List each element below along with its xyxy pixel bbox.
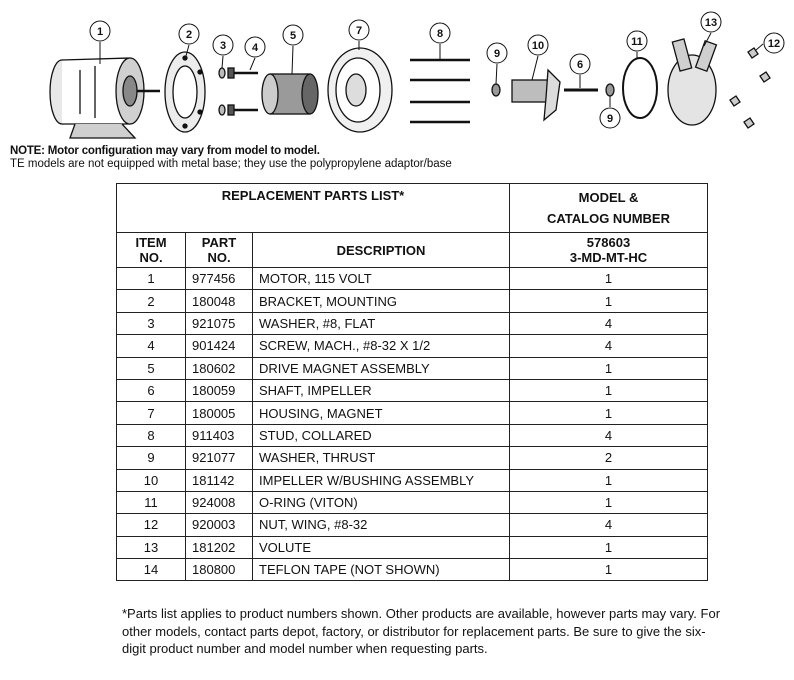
- callout-5: 5: [289, 30, 297, 42]
- table-title-row: [117, 184, 708, 233]
- model-number: 578603: [586, 235, 631, 250]
- table-row: [117, 447, 708, 469]
- description-cell: WASHER, THRUST: [253, 447, 510, 469]
- part-header-line2: NO.: [207, 250, 231, 265]
- quantity-cell: 1: [510, 559, 708, 581]
- description-cell: TEFLON TAPE (NOT SHOWN): [253, 559, 510, 581]
- washers-screws-drawing: [219, 68, 258, 115]
- callout-3: 3: [219, 40, 227, 52]
- part-no-cell: 924008: [186, 491, 253, 513]
- te-models-note: TE models are not equipped with metal base; they use the polypropylene adaptor/base: [10, 158, 452, 170]
- quantity-cell: 4: [510, 424, 708, 446]
- callout-8: 8: [436, 28, 444, 40]
- item-no-cell: 9: [117, 447, 186, 469]
- part-no-cell: 920003: [186, 514, 253, 536]
- quantity-cell: 4: [510, 335, 708, 357]
- description-cell: SCREW, MACH., #8-32 X 1/2: [253, 335, 510, 357]
- studs-drawing: [410, 60, 470, 122]
- callout-11: 11: [631, 36, 643, 48]
- item-header-line1: ITEM: [135, 235, 167, 250]
- quantity-cell: 1: [510, 469, 708, 491]
- part-no-cell: 180005: [186, 402, 253, 424]
- replacement-parts-table: [116, 183, 708, 581]
- part-no-cell: 180800: [186, 559, 253, 581]
- part-no-cell: 911403: [186, 424, 253, 446]
- quantity-cell: 4: [510, 514, 708, 536]
- callout-4: 4: [251, 42, 259, 54]
- part-header-line1: PART: [201, 235, 237, 250]
- quantity-cell: 2: [510, 447, 708, 469]
- description-cell: STUD, COLLARED: [253, 424, 510, 446]
- description-cell: DRIVE MAGNET ASSEMBLY: [253, 357, 510, 379]
- table-row: [117, 491, 708, 513]
- table-row: [117, 402, 708, 424]
- exploded-parts-diagram: [0, 0, 794, 145]
- part-no-cell: 181202: [186, 536, 253, 558]
- callout-10: 10: [531, 40, 545, 52]
- thrust-washer-2-drawing: [606, 84, 614, 96]
- table-row: [117, 379, 708, 401]
- callout-9b: 9: [606, 113, 614, 125]
- description-cell: WASHER, #8, FLAT: [253, 312, 510, 334]
- motor-configuration-note: NOTE: Motor configuration may vary from model to model.: [10, 145, 320, 157]
- quantity-cell: 1: [510, 402, 708, 424]
- item-no-cell: 14: [117, 559, 186, 581]
- quantity-cell: 1: [510, 268, 708, 290]
- parts-table-body: [117, 268, 708, 581]
- quantity-cell: 1: [510, 491, 708, 513]
- part-no-cell: 977456: [186, 268, 253, 290]
- part-no-cell: 180059: [186, 379, 253, 401]
- callout-9: 9: [493, 48, 501, 60]
- table-row: [117, 290, 708, 312]
- item-no-cell: 4: [117, 335, 186, 357]
- item-no-cell: 7: [117, 402, 186, 424]
- item-no-header: [117, 233, 186, 268]
- part-no-cell: 180602: [186, 357, 253, 379]
- quantity-cell: 4: [510, 312, 708, 334]
- o-ring-drawing: [623, 58, 657, 118]
- description-cell: O-RING (VITON): [253, 491, 510, 513]
- item-no-cell: 13: [117, 536, 186, 558]
- part-no-header: [186, 233, 253, 268]
- item-no-cell: 8: [117, 424, 186, 446]
- item-no-cell: 2: [117, 290, 186, 312]
- table-row: [117, 424, 708, 446]
- quantity-cell: 1: [510, 357, 708, 379]
- table-row: [117, 559, 708, 581]
- item-no-cell: 6: [117, 379, 186, 401]
- quantity-cell: 1: [510, 379, 708, 401]
- description-cell: MOTOR, 115 VOLT: [253, 268, 510, 290]
- description-cell: BRACKET, MOUNTING: [253, 290, 510, 312]
- item-no-cell: 3: [117, 312, 186, 334]
- table-row: [117, 536, 708, 558]
- impeller-drawing: [512, 70, 560, 120]
- part-no-cell: 181142: [186, 469, 253, 491]
- description-header: DESCRIPTION: [253, 233, 510, 268]
- description-cell: HOUSING, MAGNET: [253, 402, 510, 424]
- callout-12: 12: [767, 38, 781, 50]
- motor-drawing: [50, 58, 160, 138]
- parts-list-title: REPLACEMENT PARTS LIST*: [117, 184, 510, 233]
- item-no-cell: 12: [117, 514, 186, 536]
- item-no-cell: 1: [117, 268, 186, 290]
- description-cell: SHAFT, IMPELLER: [253, 379, 510, 401]
- table-row: [117, 357, 708, 379]
- quantity-cell: 1: [510, 536, 708, 558]
- thrust-washer-drawing: [492, 84, 500, 96]
- callout-6: 6: [576, 59, 584, 71]
- description-cell: VOLUTE: [253, 536, 510, 558]
- callout-1: 1: [96, 26, 104, 38]
- volute-drawing: [668, 39, 716, 125]
- item-no-cell: 5: [117, 357, 186, 379]
- wing-nuts-drawing: [730, 48, 770, 128]
- callout-7: 7: [355, 25, 363, 37]
- description-cell: IMPELLER W/BUSHING ASSEMBLY: [253, 469, 510, 491]
- table-row: [117, 312, 708, 334]
- part-no-cell: 921075: [186, 312, 253, 334]
- callout-13: 13: [704, 17, 718, 29]
- model-catalog-title: [510, 184, 708, 233]
- table-row: [117, 268, 708, 290]
- model-title-line2: CATALOG NUMBER: [546, 211, 670, 226]
- bracket-drawing: [165, 52, 205, 132]
- part-no-cell: 921077: [186, 447, 253, 469]
- drive-magnet-drawing: [262, 74, 318, 114]
- table-row: [117, 335, 708, 357]
- model-title-line1: MODEL &: [578, 190, 639, 205]
- table-row: [117, 514, 708, 536]
- callout-2: 2: [185, 29, 193, 41]
- item-no-cell: 10: [117, 469, 186, 491]
- quantity-cell: 1: [510, 290, 708, 312]
- item-no-cell: 11: [117, 491, 186, 513]
- column-header-row: [117, 233, 708, 268]
- part-no-cell: 901424: [186, 335, 253, 357]
- description-cell: NUT, WING, #8-32: [253, 514, 510, 536]
- magnet-housing-drawing: [328, 48, 392, 132]
- model-code: 3-MD-MT-HC: [569, 250, 648, 265]
- model-number-header: [510, 233, 708, 268]
- table-row: [117, 469, 708, 491]
- parts-list-footnote: *Parts list applies to product numbers shown. Other products are available, however parts may vary. For other models, contact parts depot, factory, or distributor for replacement parts. Be sure to give the six-digit product number and model number when requesting parts.: [122, 606, 721, 656]
- part-no-cell: 180048: [186, 290, 253, 312]
- item-header-line2: NO.: [139, 250, 163, 265]
